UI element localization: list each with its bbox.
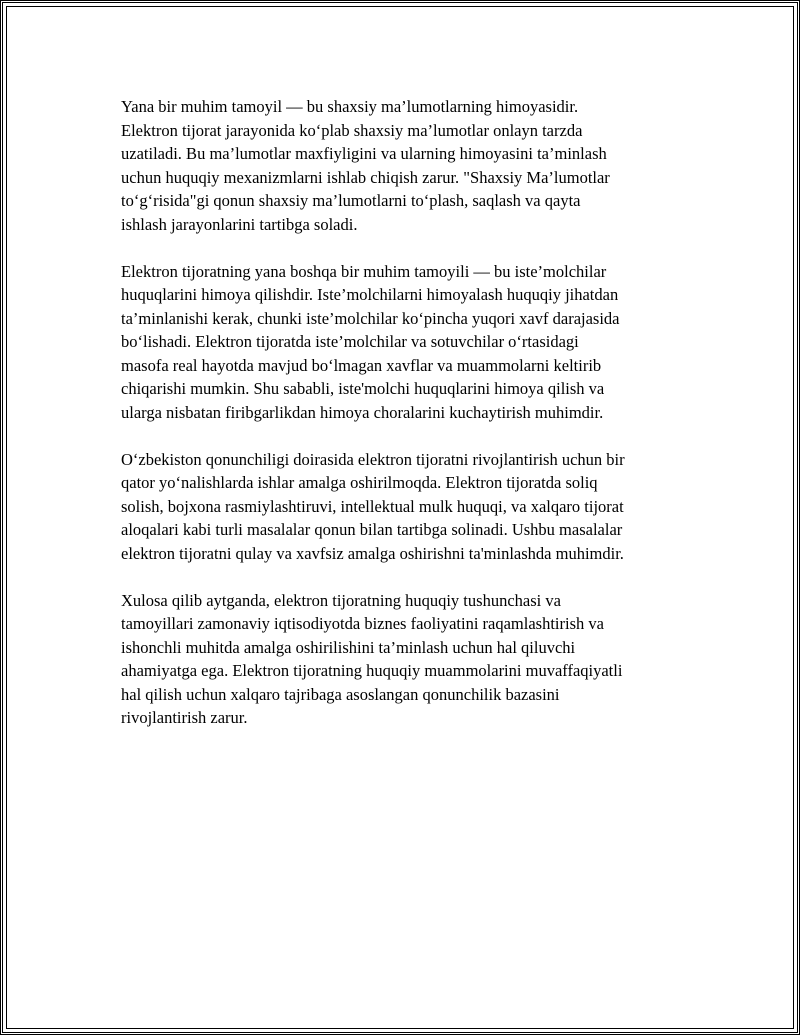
text-line: Yana bir muhim tamoyil — bu shaxsiy ma’lumotlarning himoyasidir.: [121, 97, 579, 116]
text-line: ahamiyatga ega. Elektron tijoratning huquqiy muammolarini muvaffaqiyatli: [121, 661, 623, 680]
text-line: hal qilish uchun xalqaro tajribaga asoslangan qonunchilik bazasini: [121, 684, 560, 704]
text-line: masofa real hayotda mavjud boʻlmagan xavflar va muammolarni keltirib: [121, 355, 602, 375]
text-line: chiqarishi mumkin. Shu sababli, iste'molchi huquqlarini himoya qilish va: [121, 379, 605, 398]
text-line: Elektron tijoratning yana boshqa bir muhim tamoyili — bu iste’molchilar: [121, 261, 607, 281]
text-line: boʻlishadi. Elektron tijoratda iste’molchilar va sotuvchilar oʻrtasidagi: [121, 332, 579, 351]
text-line: Elektron tijorat jarayonida koʻplab shaxsiy ma’lumotlar onlayn tarzda: [121, 120, 583, 140]
text-line: rivojlantirish zarur.: [121, 708, 248, 727]
document-body: [121, 95, 691, 753]
text-line: solish, bojxona rasmiylashtiruvi, intellektual mulk huquqi, va xalqaro tijorat: [121, 496, 624, 516]
text-line: ishlash jarayonlarini tartibga soladi.: [121, 214, 358, 234]
text-line: qator yoʻnalishlarda ishlar amalga oshirilmoqda. Elektron tijoratda soliq: [121, 473, 598, 492]
paragraph-consumer-rights: [121, 260, 691, 425]
text-line: uzatiladi. Bu ma’lumotlar maxfiyligini va ularning himoyasini ta’minlash: [121, 144, 607, 163]
text-line: huquqlarini himoya qilishdir. Iste’molchilarni himoyalash huquqiy jihatdan: [121, 285, 619, 304]
text-line: elektron tijoratni qulay va xavfsiz amalga oshirishni ta'minlashda muhimdir.: [121, 543, 624, 563]
text-line: tamoyillari zamonaviy iqtisodiyotda biznes faoliyatini raqamlashtirish va: [121, 614, 604, 633]
text-line: Oʻzbekiston qonunchiligi doirasida elektron tijoratni rivojlantirish uchun bir: [121, 449, 625, 469]
text-line: aloqalari kabi turli masalalar qonun bilan tartibga solinadi. Ushbu masalalar: [121, 520, 623, 539]
text-line: Xulosa qilib aytganda, elektron tijoratning huquqiy tushunchasi va: [121, 590, 561, 610]
text-line: uchun huquqiy mexanizmlarni ishlab chiqish zarur. "Shaxsiy Ma’lumotlar: [121, 167, 610, 187]
paragraph-uzbekistan-legislation: [121, 448, 691, 566]
paragraph-personal-data: [121, 95, 691, 236]
text-line: ishonchli muhitda amalga oshirilishini ta’minlash uchun hal qiluvchi: [121, 637, 576, 657]
text-line: toʻgʻrisida"gi qonun shaxsiy ma’lumotlarni toʻplash, saqlash va qayta: [121, 191, 581, 210]
text-line: ta’minlanishi kerak, chunki iste’molchilar koʻpincha yuqori xavf darajasida: [121, 308, 620, 328]
text-line: ularga nisbatan firibgarlikdan himoya choralarini kuchaytirish muhimdir.: [121, 402, 604, 422]
paragraph-conclusion: [121, 589, 691, 730]
